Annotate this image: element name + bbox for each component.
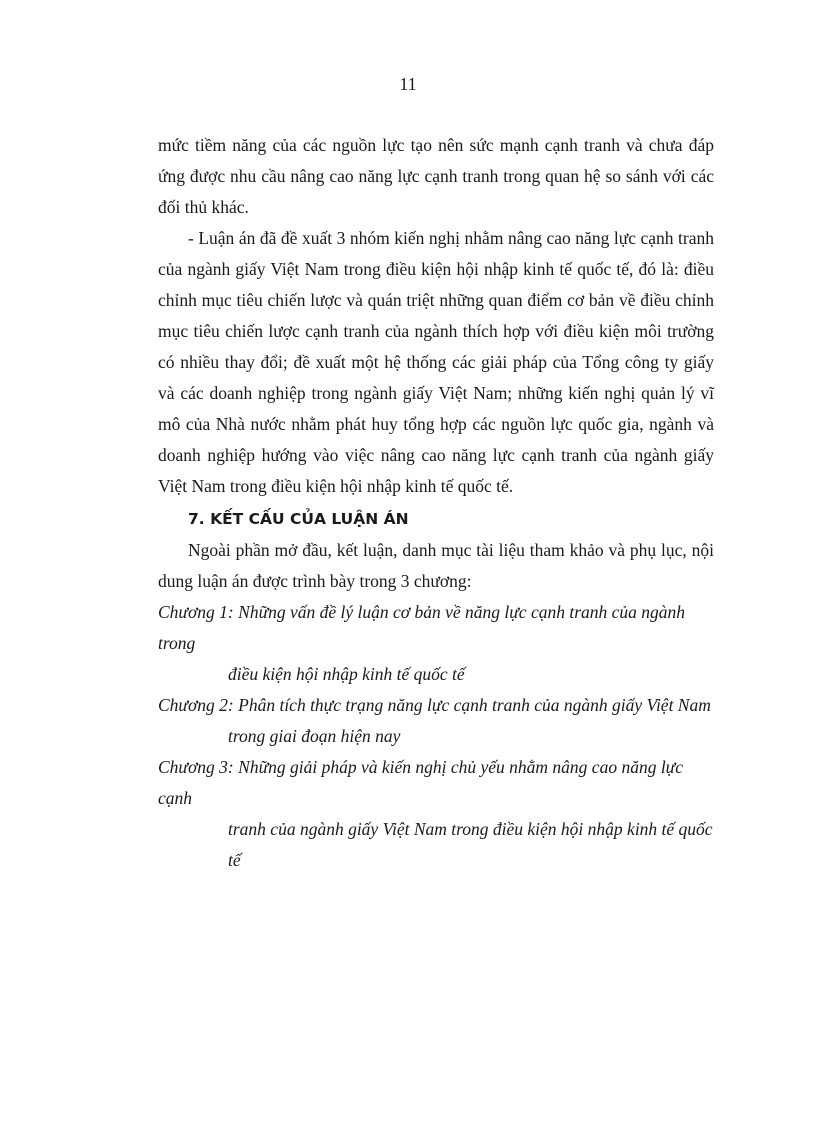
chapter-label: Chương 2: (158, 695, 234, 715)
paragraph-recommendations: - Luận án đã đề xuất 3 nhóm kiến nghị nhằm nâng cao năng lực cạnh tranh của ngành giấy Việt Nam trong điều kiện hội nhập kinh tế quốc tế, đó là: điều chỉnh mục tiêu chiến lược và quán triệt những quan điểm cơ bản về điều chỉnh mục tiêu chiến lược cạnh tranh của ngành thích hợp với điều kiện môi trường có nhiều thay đổi; đề xuất một hệ thống các giải pháp của Tổng công ty giấy và các doanh nghiệp trong ngành giấy Việt Nam; những kiến nghị quản lý vĩ mô của Nhà nước nhằm phát huy tổng hợp các nguồn lực quốc gia, ngành và doanh nghiệp hướng vào việc nâng cao năng lực cạnh tranh của ngành giấy Việt Nam trong điều kiện hội nhập kinh tế quốc tế. (158, 228, 714, 496)
section-intro: Ngoài phần mở đầu, kết luận, danh mục tài liệu tham khảo và phụ lục, nội dung luận án được trình bày trong 3 chương: (158, 540, 714, 591)
chapter-title-line1: Những giải pháp và kiến nghị chủ yếu nhằm nâng cao năng lực cạnh (158, 757, 683, 808)
chapter-item (158, 597, 714, 690)
chapter-item (158, 752, 714, 876)
page-number: 11 (399, 74, 417, 94)
chapter-title-line1: Phân tích thực trạng năng lực cạnh tranh của ngành giấy Việt Nam (233, 695, 711, 715)
chapter-item (158, 690, 714, 752)
chapter-title-line2: tranh của ngành giấy Việt Nam trong điều kiện hội nhập kinh tế quốc tế (228, 819, 713, 870)
section-heading: 7. KẾT CẤU CỦA LUẬN ÁN (188, 510, 409, 528)
chapter-title-line2: điều kiện hội nhập kinh tế quốc tế (228, 664, 465, 684)
chapter-title-line1: Những vấn đề lý luận cơ bản về năng lực cạnh tranh của ngành trong (158, 602, 686, 653)
chapter-title-line2: trong giai đoạn hiện nay (228, 726, 401, 746)
paragraph-continuation: mức tiềm năng của các nguồn lực tạo nên sức mạnh cạnh tranh và chưa đáp ứng được nhu cầu nâng cao năng lực cạnh tranh trong quan hệ so sánh với các đối thủ khác. (158, 135, 714, 217)
chapter-label: Chương 1: (158, 602, 234, 622)
document-body (158, 130, 714, 876)
chapter-label: Chương 3: (158, 757, 234, 777)
